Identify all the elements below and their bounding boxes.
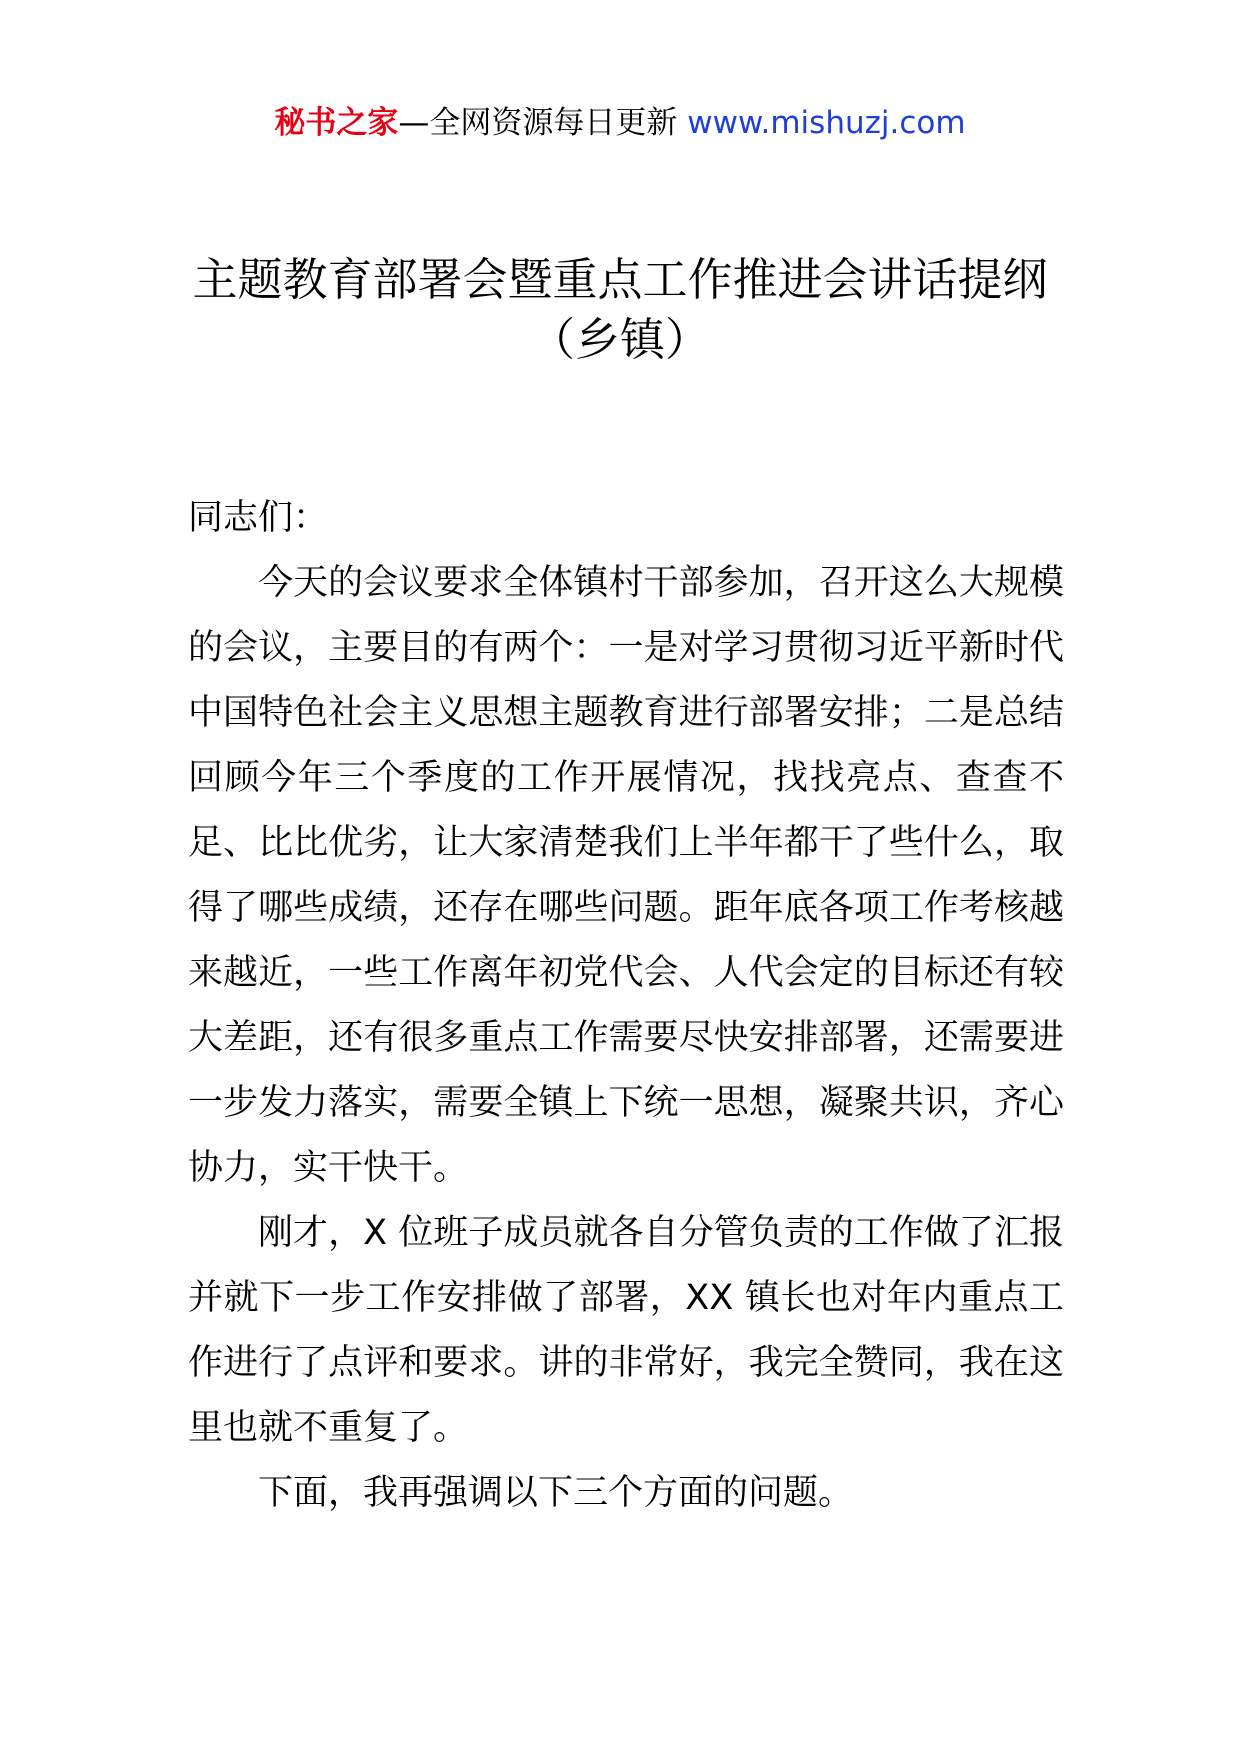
salutation: 同志们：: [188, 498, 329, 538]
site-url-link[interactable]: www.mishuzj.com: [687, 105, 966, 141]
paragraph-reports: 刚才，X 位班子成员就各自分管负责的工作做了汇报并就下一步工作安排做了部署，XX 镇长也对年内重点工作进行了点评和要求。讲的非常好，我完全赞同，我在这里也就不重复了。: [188, 1213, 1064, 1448]
document-title: [0, 250, 1240, 370]
paragraph-transition: 下面，我再强调以下三个方面的问题。: [258, 1473, 854, 1513]
paragraph-opening: 今天的会议要求全体镇村干部参加，召开这么大规模的会议，主要目的有两个：一是对学习贯彻习近平新时代中国特色社会主义思想主题教育进行部署安排；二是总结回顾今年三个季度的工作开展情况，找找亮点、查查不足、比比优劣，让大家清楚我们上半年都干了些什么，取得了哪些成绩，还存在哪些问题。距年底各项工作考核越来越近，一些工作离年初党代会、人代会定的目标还有较大差距，还有很多重点工作需要尽快安排部署，还需要进一步发力落实，需要全镇上下统一思想，凝聚共识，齐心协力，实干快干。: [188, 563, 1064, 1188]
title-line-main: 主题教育部署会暨重点工作推进会讲话提纲: [192, 253, 1048, 306]
site-slogan: —全网资源每日更新: [398, 105, 688, 141]
title-line-subtitle: （乡镇）: [529, 313, 710, 366]
document-body: [188, 486, 1064, 1526]
brand-name: 秘书之家: [274, 105, 399, 141]
site-header: [0, 100, 1240, 146]
